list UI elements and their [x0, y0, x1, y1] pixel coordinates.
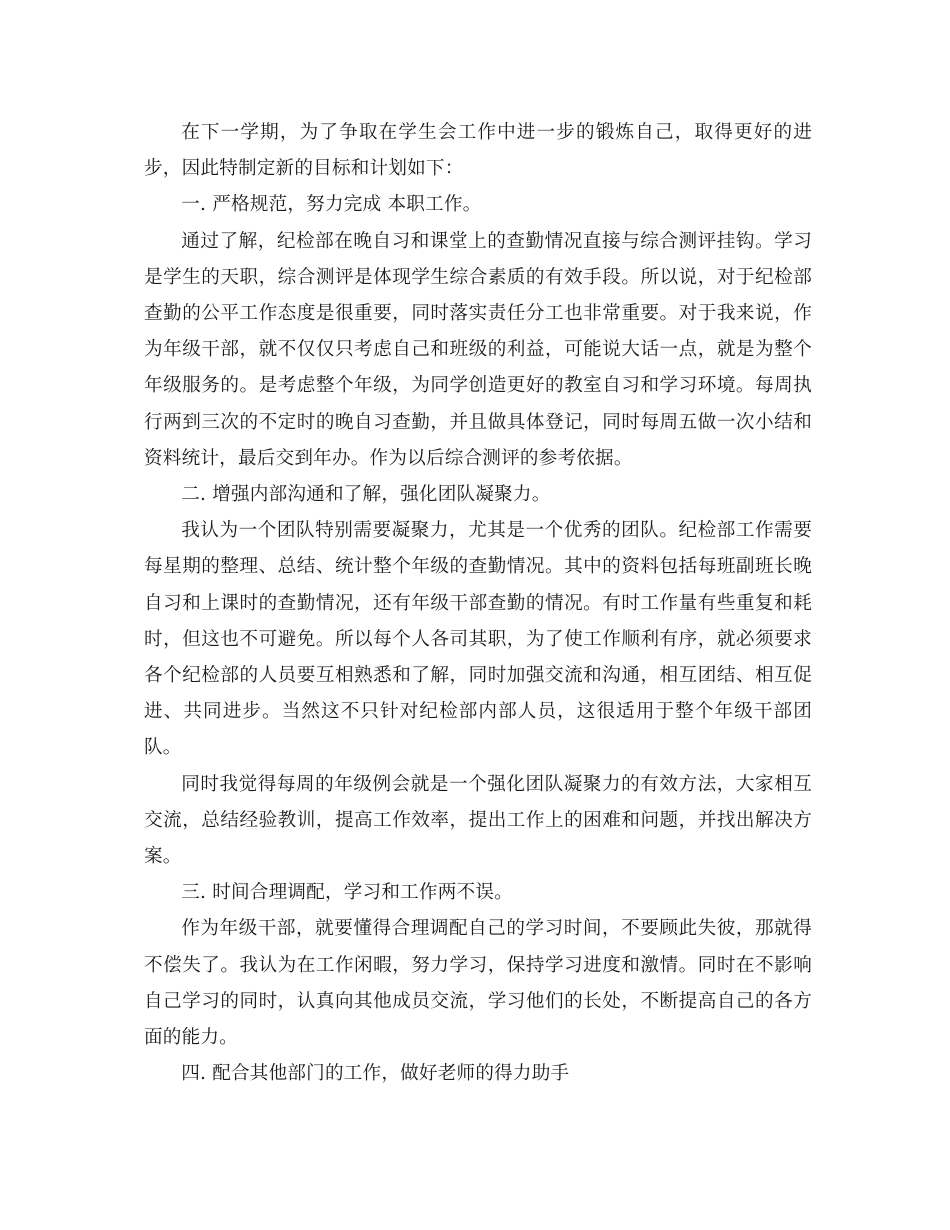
paragraph-section-3: 作为年级干部，就要懂得合理调配自己的学习时间，不要顾此失彼，那就得不偿失了。我认为在工作闲暇，努力学习，保持学习进度和激情。同时在不影响自己学习的同时，认真向其他成员交流，学习他们的长处，不断提高自己的各方面的能力。 [144, 918, 812, 1049]
heading-section-4: 四. 配合其他部门的工作，做好老师的得力助手 [181, 1063, 570, 1085]
heading-section-1: 一. 严格规范，努力完成 本职工作。 [181, 194, 482, 216]
paragraph-section-2-a: 我认为一个团队特别需要凝聚力，尤其是一个优秀的团队。纪检部工作需要每星期的整理、总结、统计整个年级的查勤情况。其中的资料包括每班副班长晚自习和上课时的查勤情况，还有年级干部查勤的情况。有时工作量有些重复和耗时，但这也不可避免。所以每个人各司其职，为了使工作顺利有序，就必须要求各个纪检部的人员要互相熟悉和了解，同时加强交流和沟通，相互团结、相互促进、共同进步。当然这不只针对纪检部内部人员，这很适用于整个年级干部团队。 [144, 520, 812, 759]
heading-section-2: 二. 增强内部沟通和了解，强化团队凝聚力。 [181, 484, 551, 506]
document-body [144, 115, 812, 1092]
heading-section-3: 三. 时间合理调配，学习和工作两不误。 [181, 882, 513, 904]
paragraph-intro: 在下一学期，为了争取在学生会工作中进一步的锻炼自己，取得更好的进步，因此特制定新的目标和计划如下： [144, 122, 812, 180]
paragraph-section-2-b: 同时我觉得每周的年级例会就是一个强化团队凝聚力的有效方法，大家相互交流，总结经验教训，提高工作效率，提出工作上的困难和问题，并找出解决方案。 [144, 773, 812, 868]
paragraph-section-1: 通过了解，纪检部在晚自习和课堂上的查勤情况直接与综合测评挂钩。学习是学生的天职，综合测评是体现学生综合素质的有效手段。所以说，对于纪检部查勤的公平工作态度是很重要，同时落实责任分工也非常重要。对于我来说，作为年级干部，就不仅仅只考虑自己和班级的利益，可能说大话一点，就是为整个年级服务的。是考虑整个年级，为同学创造更好的教室自习和学习环境。每周执行两到三次的不定时的晚自习查勤，并且做具体登记，同时每周五做一次小结和资料统计，最后交到年办。作为以后综合测评的参考依据。 [144, 230, 812, 469]
